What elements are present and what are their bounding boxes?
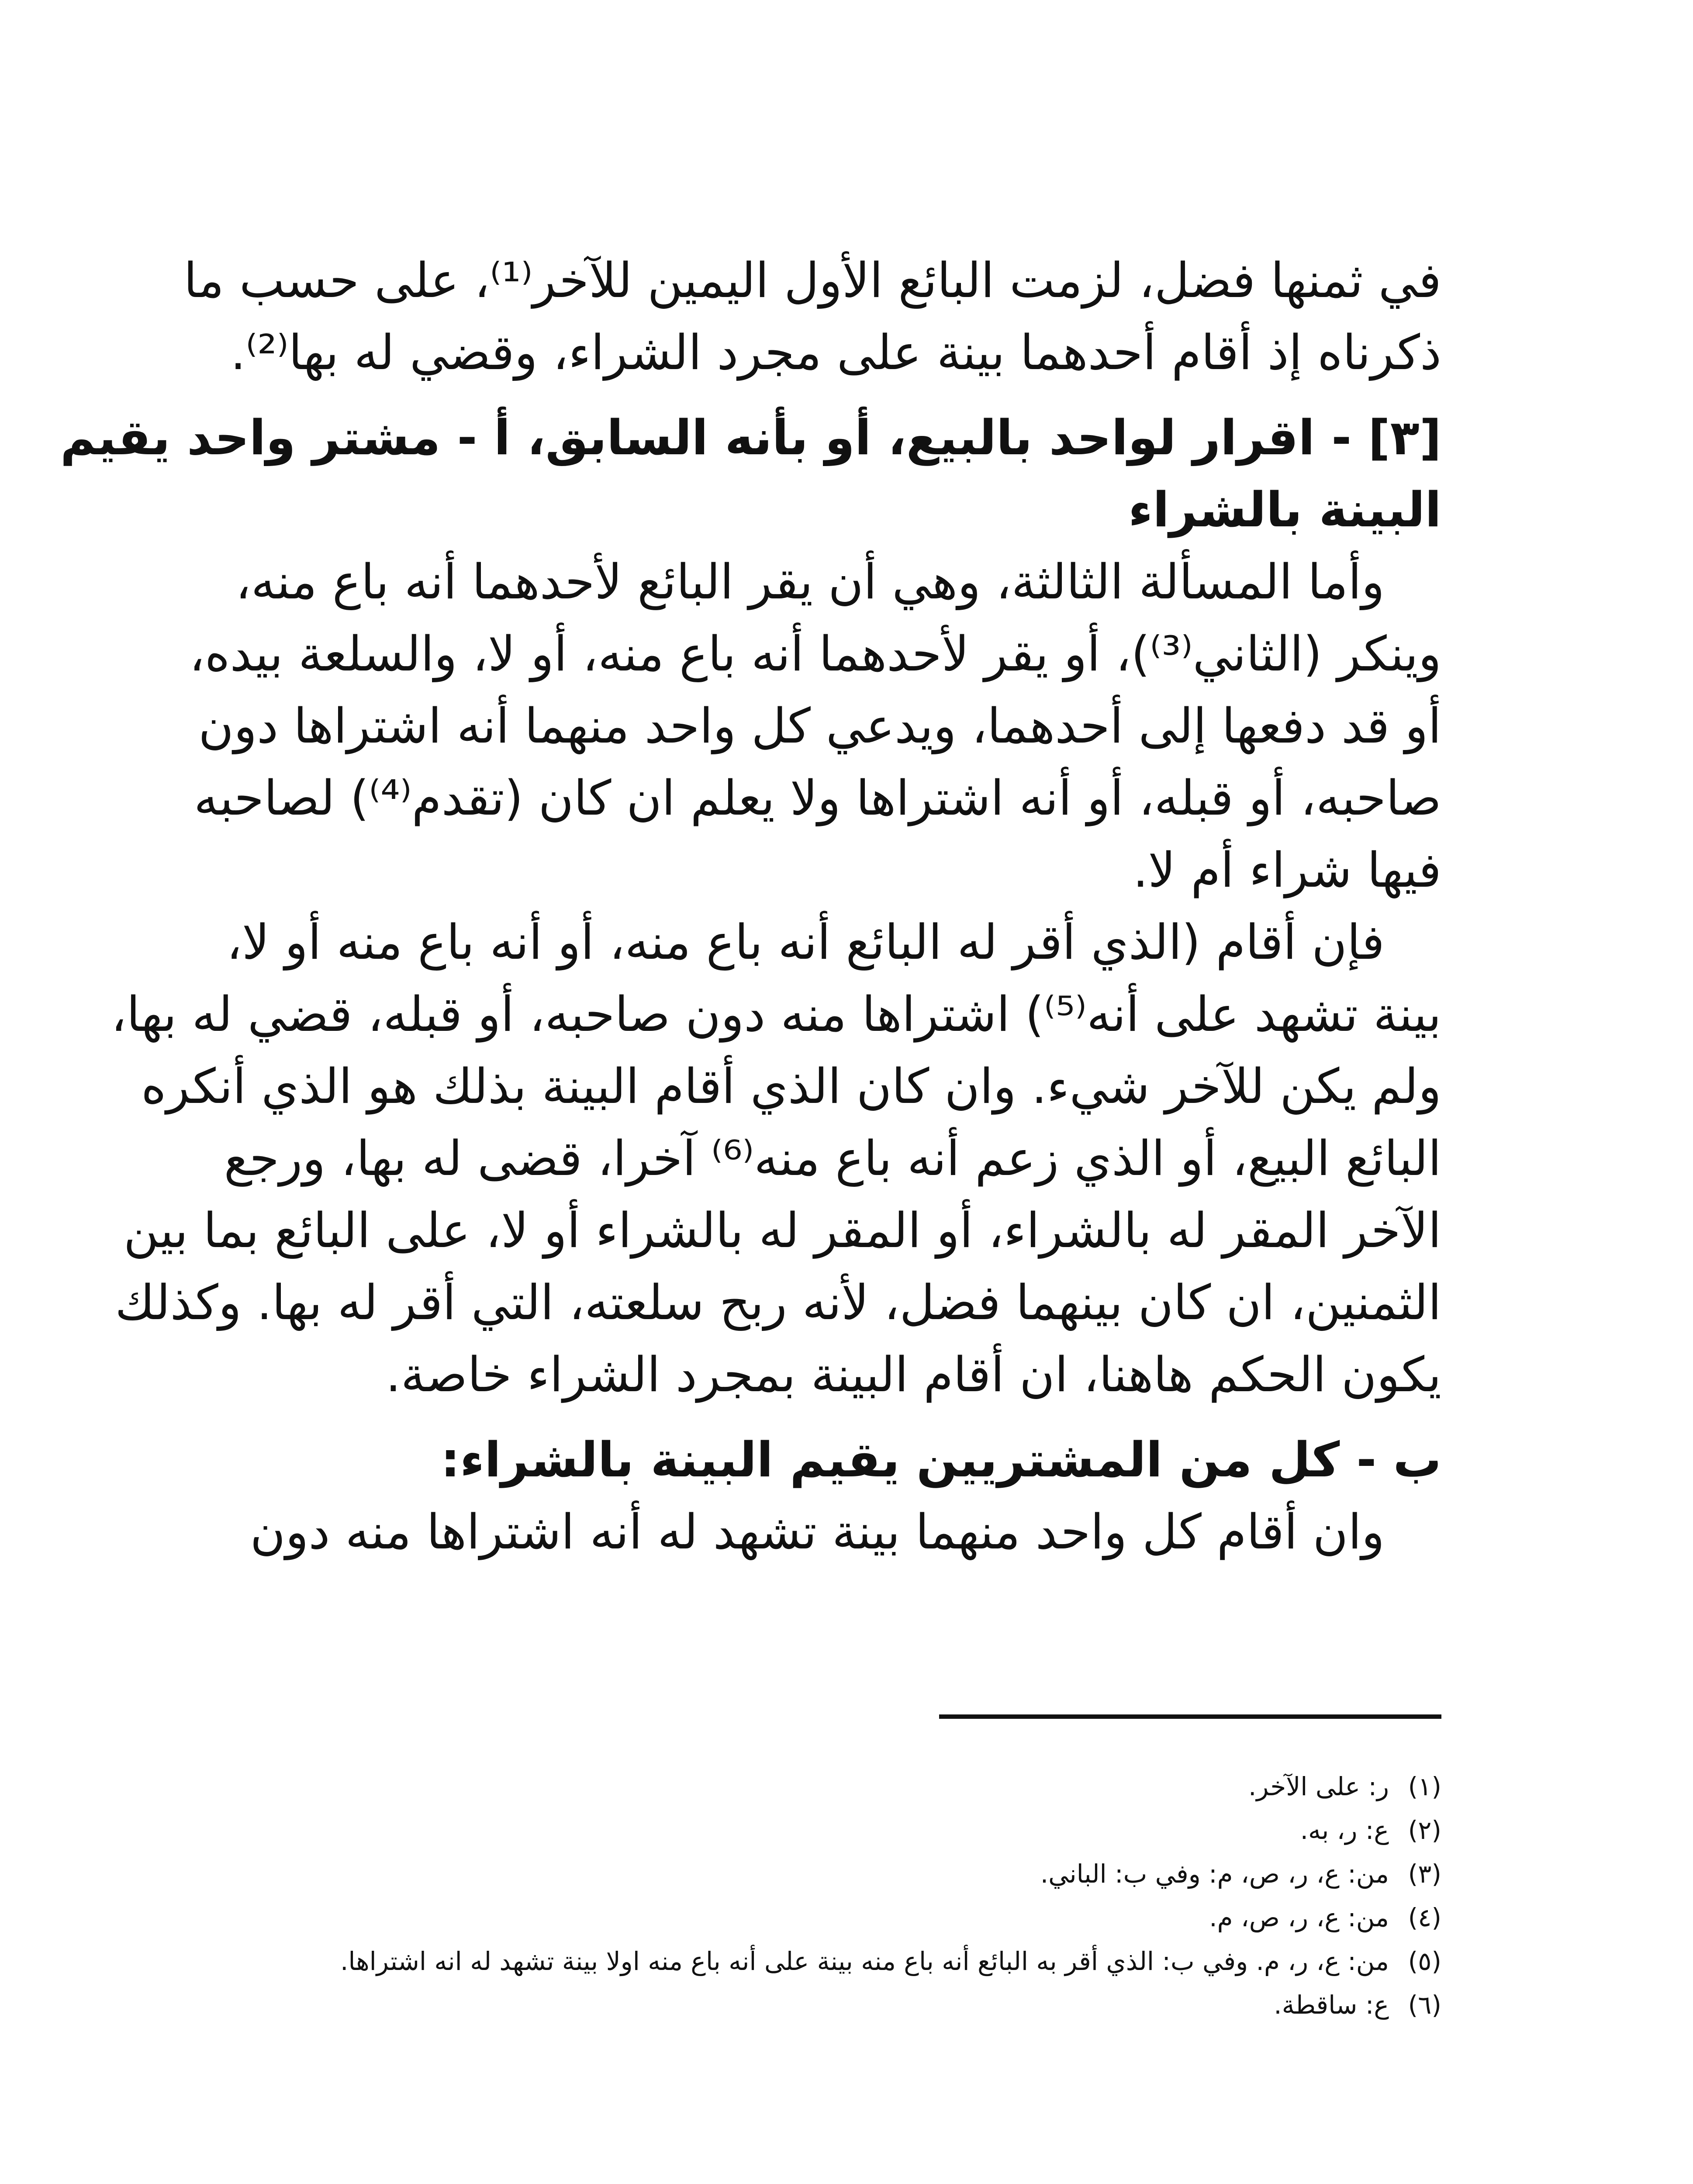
footnote	[323, 1896, 1441, 1939]
footnote-divider	[939, 1714, 1441, 1719]
footnote-text: من: ع، ر، ص، م: وفي ب: الباني.	[1040, 1859, 1389, 1889]
section-heading: البينة بالشراء	[1128, 482, 1441, 538]
text-line: صاحبه، أو قبله، أو أنه اشتراها ولا يعلم ان كان (تقدم⁽⁴⁾) لصاحبه	[194, 770, 1441, 826]
text-line: الثمنين، ان كان بينهما فضل، لأنه ربح سلعته، التي أقر له بها. وكذلك	[115, 1275, 1441, 1330]
text-line: يكون الحكم هاهنا، ان أقام البينة بمجرد الشراء خاصة.	[385, 1347, 1441, 1403]
footnote-number: (٥)	[1408, 1946, 1441, 1976]
text-line: فيها شراء أم لا.	[1133, 842, 1441, 898]
footnote-number: (٤)	[1408, 1903, 1441, 1932]
text-line: وأما المسألة الثالثة، وهي أن يقر البائع لأحدهما أنه باع منه،	[235, 554, 1385, 610]
footnote-number: (٦)	[1408, 1990, 1441, 2020]
text-line: الآخر المقر له بالشراء، أو المقر له بالشراء أو لا، على البائع بما بين	[123, 1203, 1441, 1258]
footnote	[323, 1852, 1441, 1896]
text-line: في ثمنها فضل، لزمت البائع الأول اليمين للآخر⁽¹⁾، على حسب ما	[183, 252, 1441, 308]
footnote	[323, 1808, 1441, 1852]
text-line: ذكرناه إذ أقام أحدهما بينة على مجرد الشراء، وقضي له بها⁽²⁾.	[230, 325, 1441, 380]
footnote	[323, 1983, 1441, 2027]
text-line: بينة تشهد على أنه⁽⁵⁾) اشتراها منه دون صاحبه، أو قبله، قضي له بها،	[111, 986, 1441, 1042]
footnote-text: ع: ساقطة.	[1274, 1990, 1389, 2020]
text-line: أو قد دفعها إلى أحدهما، ويدعي كل واحد منهما أنه اشتراها دون	[198, 698, 1441, 754]
footnote	[323, 1765, 1441, 1808]
text-line: فإن أقام (الذي أقر له البائع أنه باع منه، أو أنه باع منه أو لا،	[226, 914, 1385, 970]
footnote-number: (١)	[1408, 1772, 1441, 1801]
section-heading: ب - كل من المشتريين يقيم البينة بالشراء:	[441, 1432, 1441, 1488]
footnote-text: من: ع، ر، ص، م.	[1209, 1903, 1389, 1932]
footnotes	[323, 1765, 1441, 2027]
main-text	[60, 245, 1441, 1568]
footnote-text: من: ع، ر، م. وفي ب: الذي أقر به البائع أنه باع منه بينة على أنه باع منه اولا بينة تشهد له انه اشتراها.	[340, 1946, 1389, 1976]
text-line: البائع البيع، أو الذي زعم أنه باع منه⁽⁶⁾ آخرا، قضى له بها، ورجع	[224, 1130, 1441, 1186]
footnote-text: ع: ر، به.	[1300, 1815, 1389, 1845]
footnote	[323, 1939, 1441, 1983]
text-line: وان أقام كل واحد منهما بينة تشهد له أنه اشتراها منه دون	[250, 1504, 1385, 1560]
section-heading: [٣] - اقرار لواحد بالبيع، أو بأنه السابق، أ - مشتر واحد يقيم	[60, 410, 1441, 466]
footnote-number: (٣)	[1408, 1859, 1441, 1889]
text-line: وينكر (الثاني⁽³⁾)، أو يقر لأحدهما أنه باع منه، أو لا، والسلعة بيده،	[189, 626, 1441, 682]
footnote-number: (٢)	[1408, 1815, 1441, 1845]
text-line: ولم يكن للآخر شيء. وان كان الذي أقام البينة بذلك هو الذي أنكره	[141, 1058, 1441, 1114]
footnote-text: ر: على الآخر.	[1248, 1772, 1389, 1801]
